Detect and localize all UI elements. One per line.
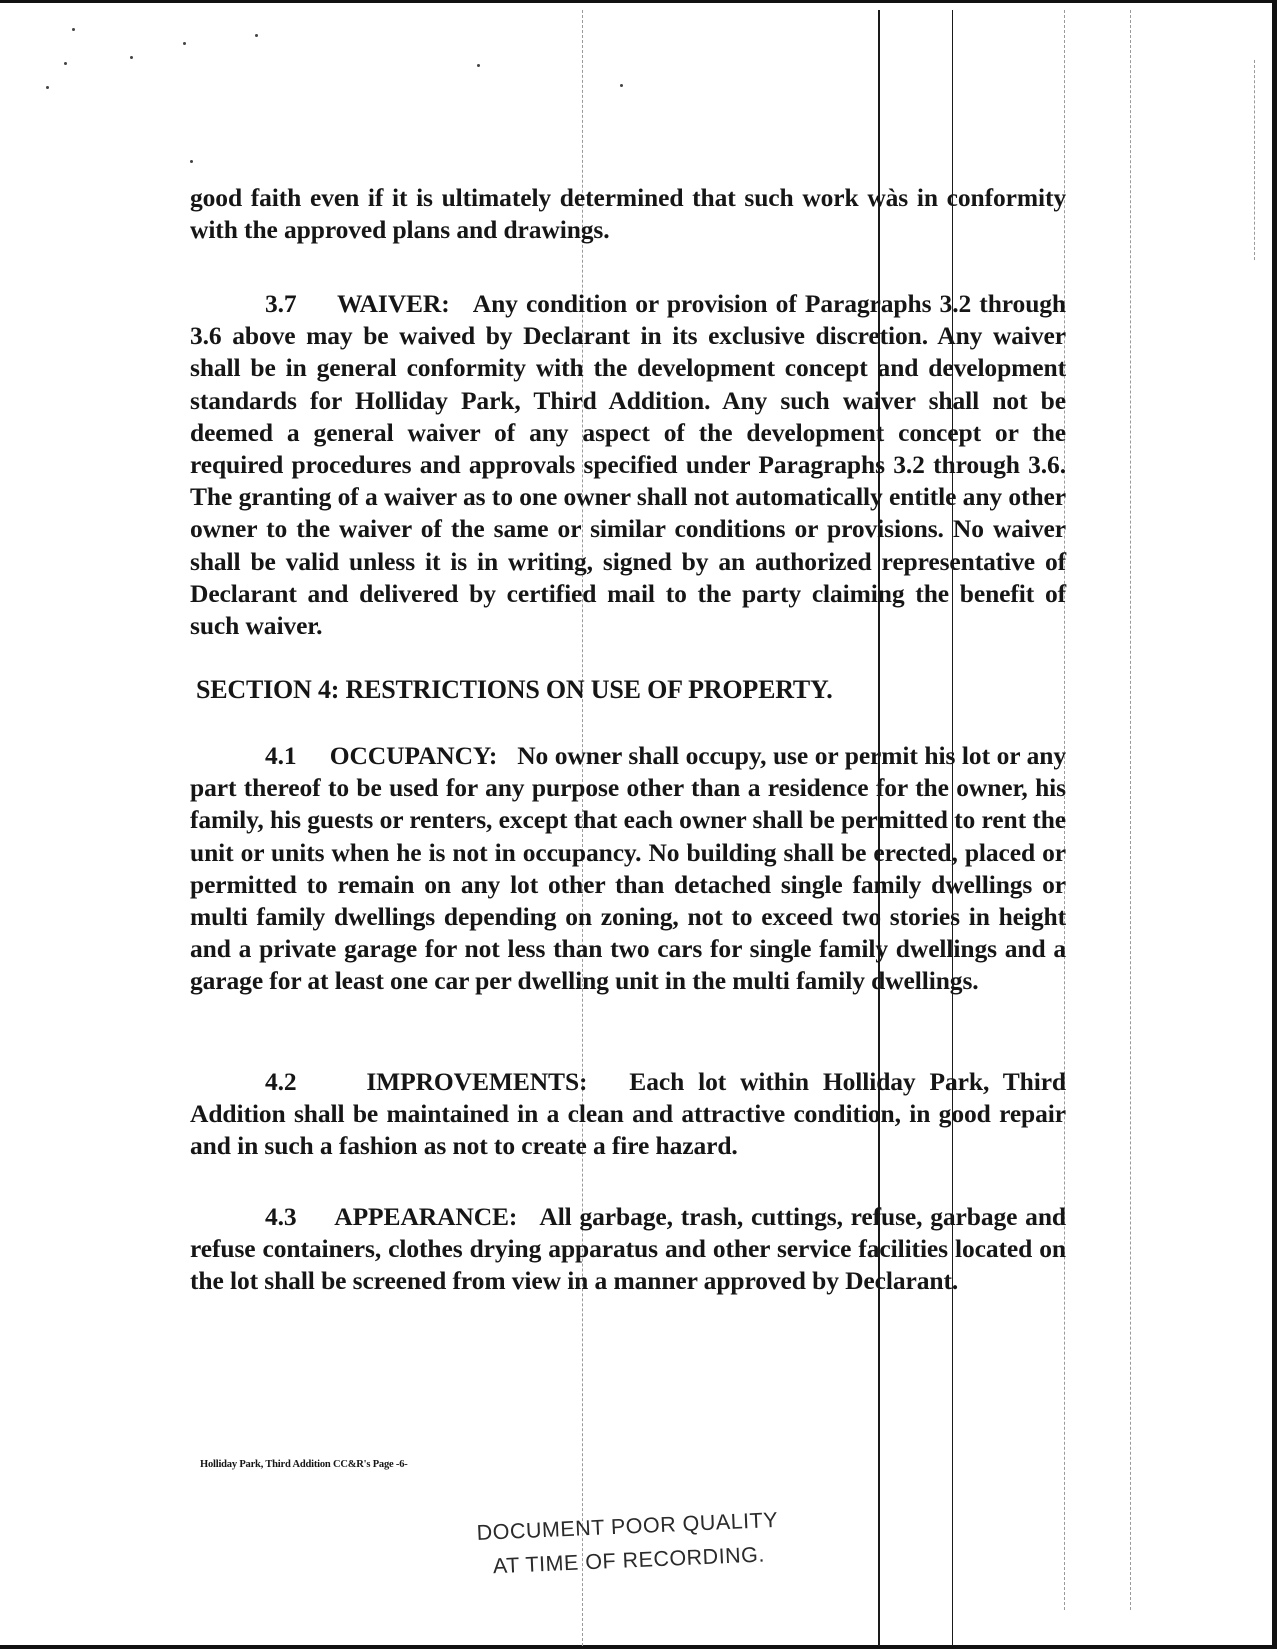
recording-stamp [476, 1503, 780, 1584]
scan-speck [255, 34, 258, 37]
section-title: APPEARANCE: [334, 1202, 518, 1231]
section-body: Each lot within Holliday Park, Third Addition shall be maintained in a clean and attractive condition, in good repair and in such a fashion as not to create a fire hazard. [190, 1067, 1066, 1161]
scan-speck [477, 64, 480, 67]
section-title: WAIVER: [336, 289, 450, 318]
section-number: 4.2 [265, 1067, 297, 1096]
continuation-text: good faith even if it is ultimately determined that such work wàs in conformity with the approved plans and drawings. [190, 183, 1066, 245]
page-footer: Holliday Park, Third Addition CC&R's Page -6- [200, 1459, 408, 1470]
section-4-heading: SECTION 4: RESTRICTIONS ON USE OF PROPERTY. [196, 675, 833, 704]
scan-line-artifact [1254, 60, 1255, 260]
section-title: OCCUPANCY: [329, 741, 498, 770]
section-4-2-paragraph [190, 1066, 1066, 1163]
section-number: 4.1 [265, 741, 297, 770]
section-4-1-paragraph [190, 740, 1066, 998]
section-body: No owner shall occupy, use or permit his lot or any part thereof to be used for any purpose other than a residence for the owner, his family, his guests or renters, except that each owner shall be permitted to rent the unit or units when he is not in occupancy. No building shall be erected, placed or permitted to remain on any lot other than detached single family dwellings or multi family dwellings depending on zoning, not to exceed two stories in height and a private garage for not less than two cars for single family dwellings and a garage for at least one car per dwelling unit in the multi family dwellings. [190, 741, 1066, 996]
scan-border-bottom [0, 1645, 1277, 1649]
scan-speck [620, 84, 623, 87]
section-3-7-paragraph [190, 288, 1066, 642]
section-title: IMPROVEMENTS: [366, 1067, 588, 1096]
scan-speck [46, 86, 49, 89]
scan-speck [190, 160, 193, 163]
scan-line-artifact [1130, 10, 1131, 1610]
scan-border-right [1272, 0, 1277, 1649]
section-4-3-paragraph [190, 1201, 1066, 1298]
section-number: 4.3 [265, 1202, 297, 1231]
scan-speck [183, 42, 186, 45]
stamp-line-1: DOCUMENT POOR QUALITY [476, 1507, 779, 1545]
section-body: All garbage, trash, cuttings, refuse, garbage and refuse containers, clothes drying apparatus and other service facilities located on the lot shall be screened from view in a manner approved by Declarant. [190, 1202, 1066, 1296]
scan-speck [72, 28, 75, 31]
section-number: 3.7 [265, 289, 297, 318]
section-body: Any condition or provision of Paragraphs 3.2 through 3.6 above may be waived by Declarant in its exclusive discretion. Any waiver shall be in general conformity with the development concept and development standards for Holliday Park, Third Addition. Any such waiver shall not be deemed a general waiver of any aspect of the development concept or the required procedures and approvals specified under Paragraphs 3.2 through 3.6. The granting of a waiver as to one owner shall not automatically entitle any other owner to the waiver of the same or similar conditions or provisions. No waiver shall be valid unless it is in writing, signed by an authorized representative of Declarant and delivered by certified mail to the party claiming the benefit of such waiver. [190, 289, 1067, 641]
scan-border-top [0, 0, 1277, 3]
stamp-line-2: AT TIME OF RECORDING. [492, 1542, 766, 1579]
scan-speck [130, 56, 133, 59]
continuation-paragraph [190, 182, 1066, 246]
scan-speck [64, 62, 67, 65]
